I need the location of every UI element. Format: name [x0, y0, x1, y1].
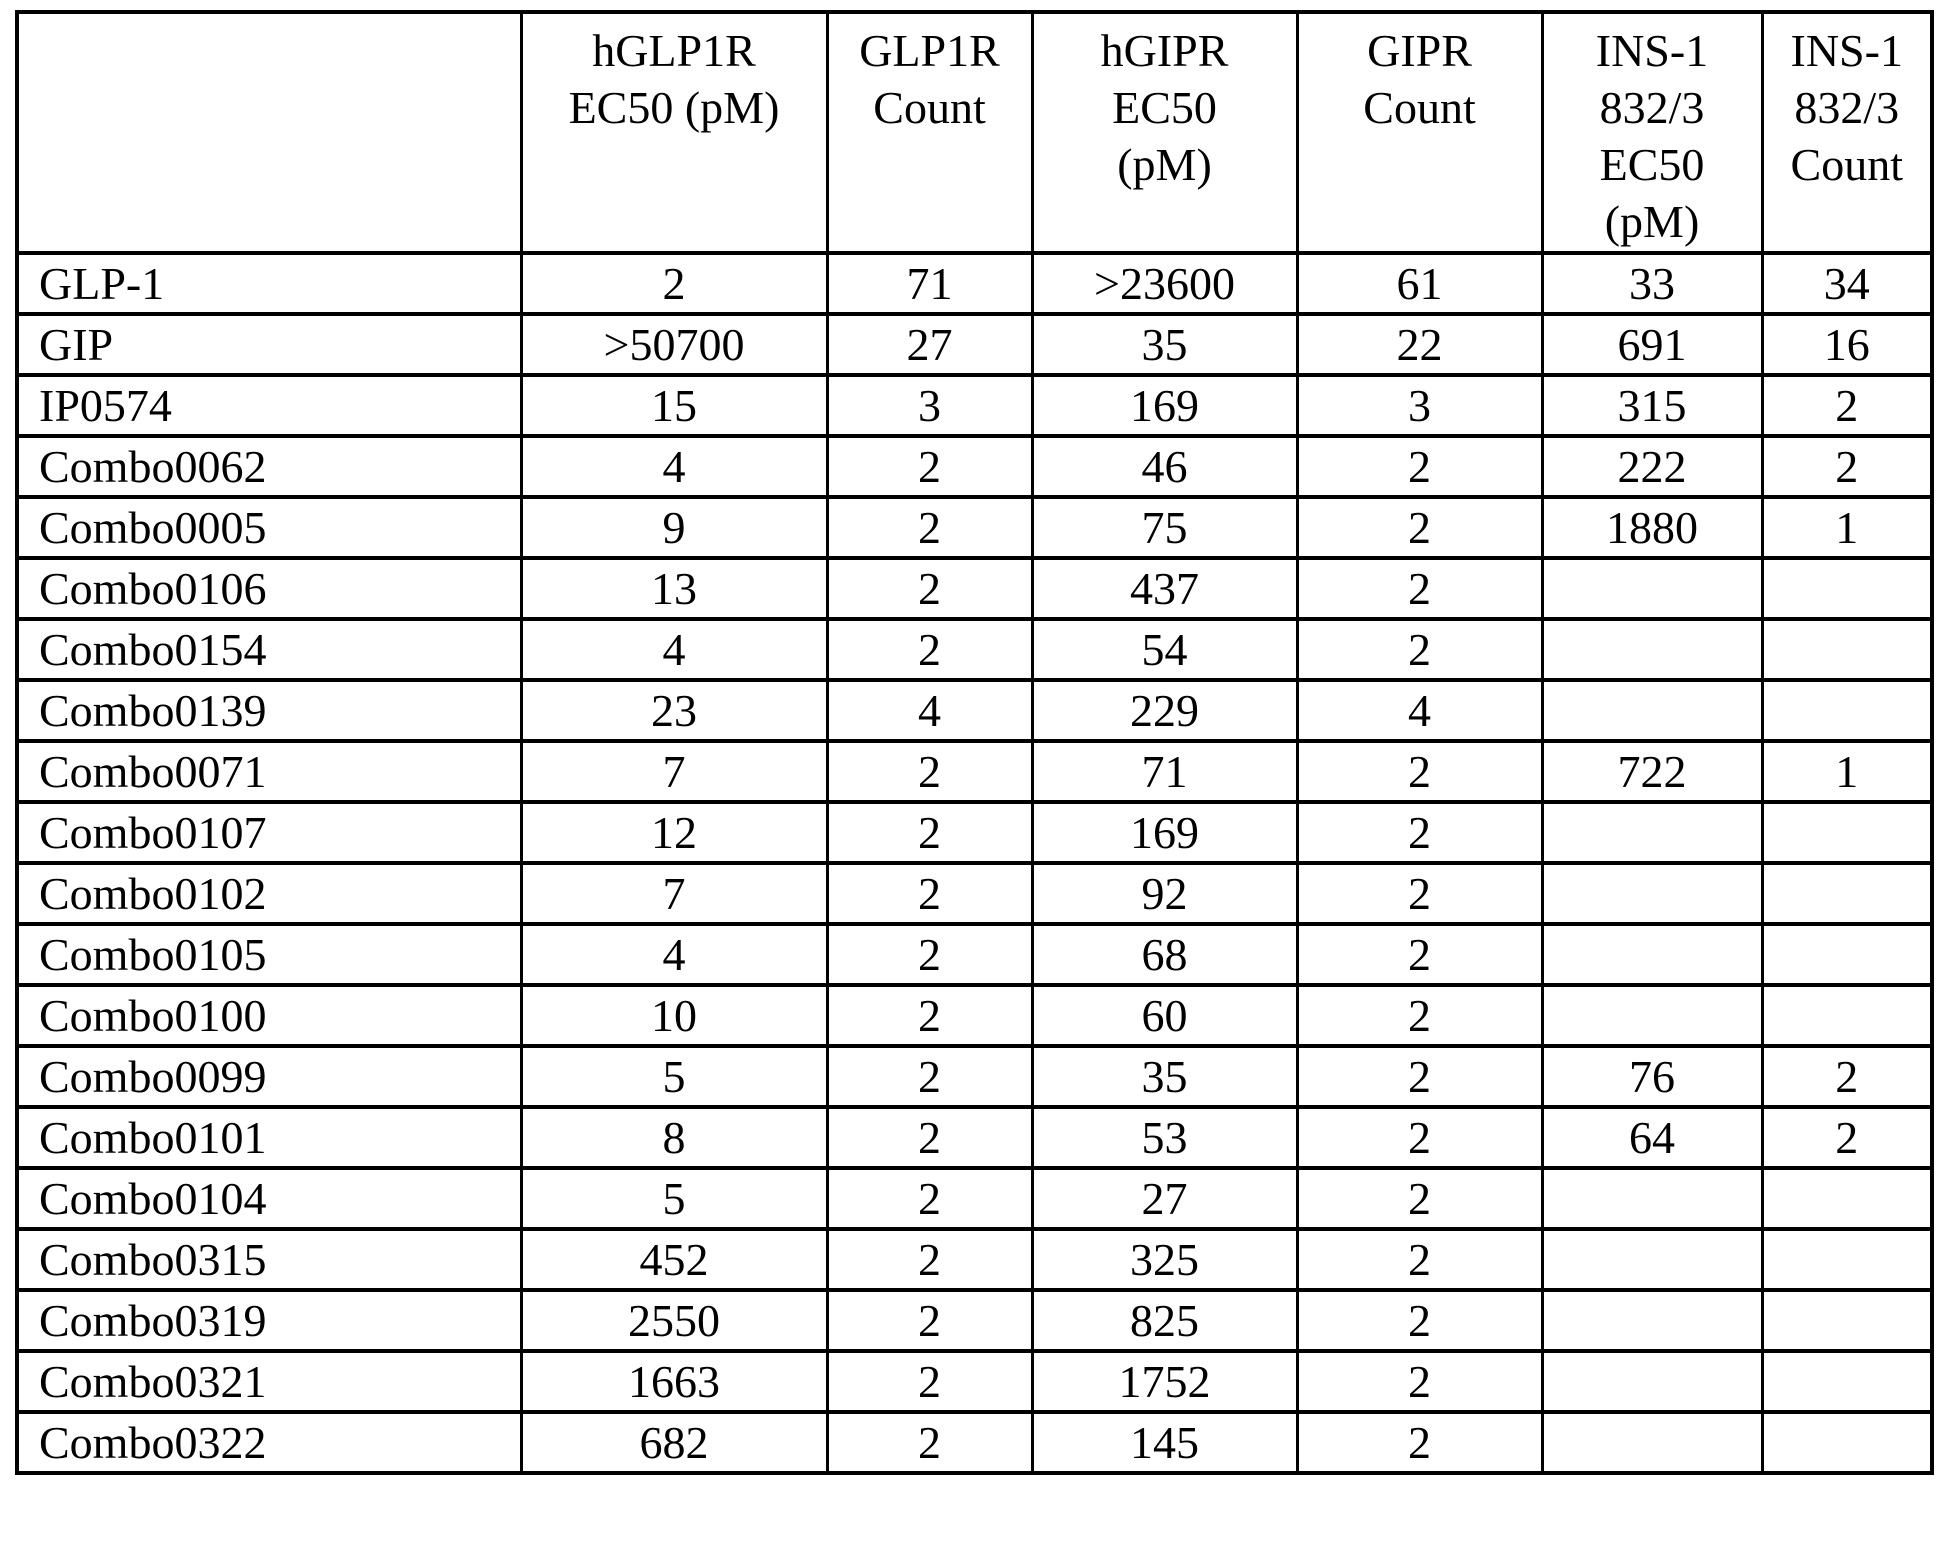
value-cell: 1880: [1542, 497, 1762, 558]
value-cell: 2: [1297, 1107, 1542, 1168]
value-cell: 33: [1542, 253, 1762, 314]
value-cell: >23600: [1032, 253, 1297, 314]
row-label-cell: Combo0321: [17, 1351, 521, 1412]
value-cell: 2: [1297, 497, 1542, 558]
value-cell: 5: [521, 1046, 827, 1107]
value-cell: 2: [827, 1229, 1032, 1290]
table-row: [17, 924, 1932, 985]
value-cell: >50700: [521, 314, 827, 375]
value-cell: 23: [521, 680, 827, 741]
value-cell: 5: [521, 1168, 827, 1229]
table-row: [17, 680, 1932, 741]
table-row: [17, 497, 1932, 558]
table-header: [17, 12, 1932, 253]
row-label-cell: Combo0315: [17, 1229, 521, 1290]
value-cell: 76: [1542, 1046, 1762, 1107]
value-cell: 2: [1297, 1412, 1542, 1473]
table-row: [17, 985, 1932, 1046]
value-cell: 60: [1032, 985, 1297, 1046]
header-cell-rowlabel: [17, 12, 521, 253]
header-cell-ins1-ec50: INS-1 832/3 EC50 (pM): [1542, 12, 1762, 253]
value-cell: 2: [827, 1351, 1032, 1412]
value-cell: 222: [1542, 436, 1762, 497]
value-cell: [1762, 1229, 1932, 1290]
row-label-cell: Combo0322: [17, 1412, 521, 1473]
table-row: [17, 558, 1932, 619]
value-cell: 1752: [1032, 1351, 1297, 1412]
value-cell: 27: [1032, 1168, 1297, 1229]
value-cell: [1542, 1412, 1762, 1473]
value-cell: 2: [521, 253, 827, 314]
table-row: [17, 1046, 1932, 1107]
value-cell: 35: [1032, 314, 1297, 375]
ec50-results-table: [15, 10, 1934, 1475]
value-cell: 2: [827, 619, 1032, 680]
table-row: [17, 253, 1932, 314]
table-row: [17, 436, 1932, 497]
value-cell: 1: [1762, 741, 1932, 802]
value-cell: 2: [827, 1107, 1032, 1168]
value-cell: 691: [1542, 314, 1762, 375]
value-cell: [1762, 924, 1932, 985]
value-cell: [1762, 863, 1932, 924]
row-label-cell: Combo0154: [17, 619, 521, 680]
value-cell: 4: [521, 436, 827, 497]
row-label-cell: Combo0101: [17, 1107, 521, 1168]
value-cell: 35: [1032, 1046, 1297, 1107]
header-cell-ins1-count: INS-1 832/3 Count: [1762, 12, 1932, 253]
value-cell: 13: [521, 558, 827, 619]
header-cell-gipr-count: GIPR Count: [1297, 12, 1542, 253]
value-cell: 2: [827, 558, 1032, 619]
header-cell-hglp1r-ec50: hGLP1R EC50 (pM): [521, 12, 827, 253]
header-row: [17, 12, 1932, 253]
value-cell: 2: [1297, 1229, 1542, 1290]
value-cell: 54: [1032, 619, 1297, 680]
value-cell: 27: [827, 314, 1032, 375]
value-cell: [1762, 985, 1932, 1046]
value-cell: 68: [1032, 924, 1297, 985]
value-cell: [1762, 1412, 1932, 1473]
value-cell: 7: [521, 863, 827, 924]
value-cell: 2: [827, 741, 1032, 802]
table-row: [17, 863, 1932, 924]
value-cell: 2: [827, 1290, 1032, 1351]
value-cell: [1762, 1351, 1932, 1412]
value-cell: 2: [827, 436, 1032, 497]
table-row: [17, 619, 1932, 680]
value-cell: 22: [1297, 314, 1542, 375]
value-cell: 92: [1032, 863, 1297, 924]
value-cell: 15: [521, 375, 827, 436]
value-cell: [1542, 619, 1762, 680]
value-cell: 61: [1297, 253, 1542, 314]
value-cell: [1762, 558, 1932, 619]
value-cell: 2: [1762, 436, 1932, 497]
value-cell: 2: [1762, 375, 1932, 436]
value-cell: 2: [1297, 1351, 1542, 1412]
value-cell: 2: [827, 1168, 1032, 1229]
header-cell-glp1r-count: GLP1R Count: [827, 12, 1032, 253]
value-cell: 3: [827, 375, 1032, 436]
value-cell: 2: [1297, 1168, 1542, 1229]
row-label-cell: Combo0105: [17, 924, 521, 985]
value-cell: [1542, 863, 1762, 924]
value-cell: 315: [1542, 375, 1762, 436]
value-cell: 9: [521, 497, 827, 558]
value-cell: 1: [1762, 497, 1932, 558]
row-label-cell: Combo0139: [17, 680, 521, 741]
row-label-cell: Combo0102: [17, 863, 521, 924]
value-cell: 682: [521, 1412, 827, 1473]
value-cell: 2: [1297, 558, 1542, 619]
value-cell: 452: [521, 1229, 827, 1290]
value-cell: 2: [1297, 741, 1542, 802]
value-cell: 2: [1762, 1046, 1932, 1107]
value-cell: 10: [521, 985, 827, 1046]
value-cell: 4: [827, 680, 1032, 741]
row-label-cell: Combo0100: [17, 985, 521, 1046]
value-cell: 2: [1297, 863, 1542, 924]
value-cell: [1542, 1229, 1762, 1290]
value-cell: 12: [521, 802, 827, 863]
value-cell: 64: [1542, 1107, 1762, 1168]
row-label-cell: Combo0005: [17, 497, 521, 558]
value-cell: 2: [827, 1046, 1032, 1107]
value-cell: 2: [1297, 1046, 1542, 1107]
row-label-cell: Combo0104: [17, 1168, 521, 1229]
row-label-cell: IP0574: [17, 375, 521, 436]
value-cell: [1762, 680, 1932, 741]
value-cell: 229: [1032, 680, 1297, 741]
value-cell: [1542, 1351, 1762, 1412]
row-label-cell: Combo0062: [17, 436, 521, 497]
value-cell: 2: [1297, 436, 1542, 497]
value-cell: 8: [521, 1107, 827, 1168]
value-cell: 2: [827, 497, 1032, 558]
value-cell: 169: [1032, 375, 1297, 436]
value-cell: 34: [1762, 253, 1932, 314]
value-cell: 2: [1297, 924, 1542, 985]
row-label-cell: Combo0319: [17, 1290, 521, 1351]
table-body: [17, 253, 1932, 1473]
table-row: [17, 1229, 1932, 1290]
value-cell: [1542, 1290, 1762, 1351]
value-cell: 2: [827, 863, 1032, 924]
value-cell: [1542, 680, 1762, 741]
value-cell: [1762, 1290, 1932, 1351]
value-cell: 4: [521, 924, 827, 985]
value-cell: 16: [1762, 314, 1932, 375]
value-cell: 2: [1297, 619, 1542, 680]
table-row: [17, 314, 1932, 375]
value-cell: 2: [827, 985, 1032, 1046]
value-cell: 169: [1032, 802, 1297, 863]
value-cell: [1542, 1168, 1762, 1229]
table-row: [17, 741, 1932, 802]
value-cell: 145: [1032, 1412, 1297, 1473]
table-row: [17, 1107, 1932, 1168]
value-cell: 2: [1297, 1290, 1542, 1351]
value-cell: 2: [1297, 985, 1542, 1046]
value-cell: 7: [521, 741, 827, 802]
value-cell: [1762, 619, 1932, 680]
row-label-cell: Combo0071: [17, 741, 521, 802]
header-cell-hgipr-ec50: hGIPR EC50 (pM): [1032, 12, 1297, 253]
value-cell: 4: [521, 619, 827, 680]
value-cell: 3: [1297, 375, 1542, 436]
value-cell: 4: [1297, 680, 1542, 741]
value-cell: [1542, 802, 1762, 863]
table-row: [17, 1412, 1932, 1473]
row-label-cell: Combo0107: [17, 802, 521, 863]
value-cell: 2: [1297, 802, 1542, 863]
value-cell: 2: [827, 924, 1032, 985]
value-cell: 722: [1542, 741, 1762, 802]
value-cell: 2: [1762, 1107, 1932, 1168]
table-row: [17, 802, 1932, 863]
value-cell: 2550: [521, 1290, 827, 1351]
value-cell: 71: [827, 253, 1032, 314]
table-row: [17, 1168, 1932, 1229]
value-cell: 2: [827, 1412, 1032, 1473]
row-label-cell: GLP-1: [17, 253, 521, 314]
table-row: [17, 1351, 1932, 1412]
value-cell: 437: [1032, 558, 1297, 619]
value-cell: [1542, 558, 1762, 619]
value-cell: 1663: [521, 1351, 827, 1412]
value-cell: 2: [827, 802, 1032, 863]
value-cell: [1542, 924, 1762, 985]
value-cell: [1762, 802, 1932, 863]
value-cell: 53: [1032, 1107, 1297, 1168]
table-row: [17, 1290, 1932, 1351]
row-label-cell: Combo0099: [17, 1046, 521, 1107]
row-label-cell: GIP: [17, 314, 521, 375]
value-cell: 71: [1032, 741, 1297, 802]
value-cell: [1542, 985, 1762, 1046]
value-cell: 825: [1032, 1290, 1297, 1351]
table-row: [17, 375, 1932, 436]
row-label-cell: Combo0106: [17, 558, 521, 619]
value-cell: 325: [1032, 1229, 1297, 1290]
value-cell: 75: [1032, 497, 1297, 558]
value-cell: 46: [1032, 436, 1297, 497]
value-cell: [1762, 1168, 1932, 1229]
